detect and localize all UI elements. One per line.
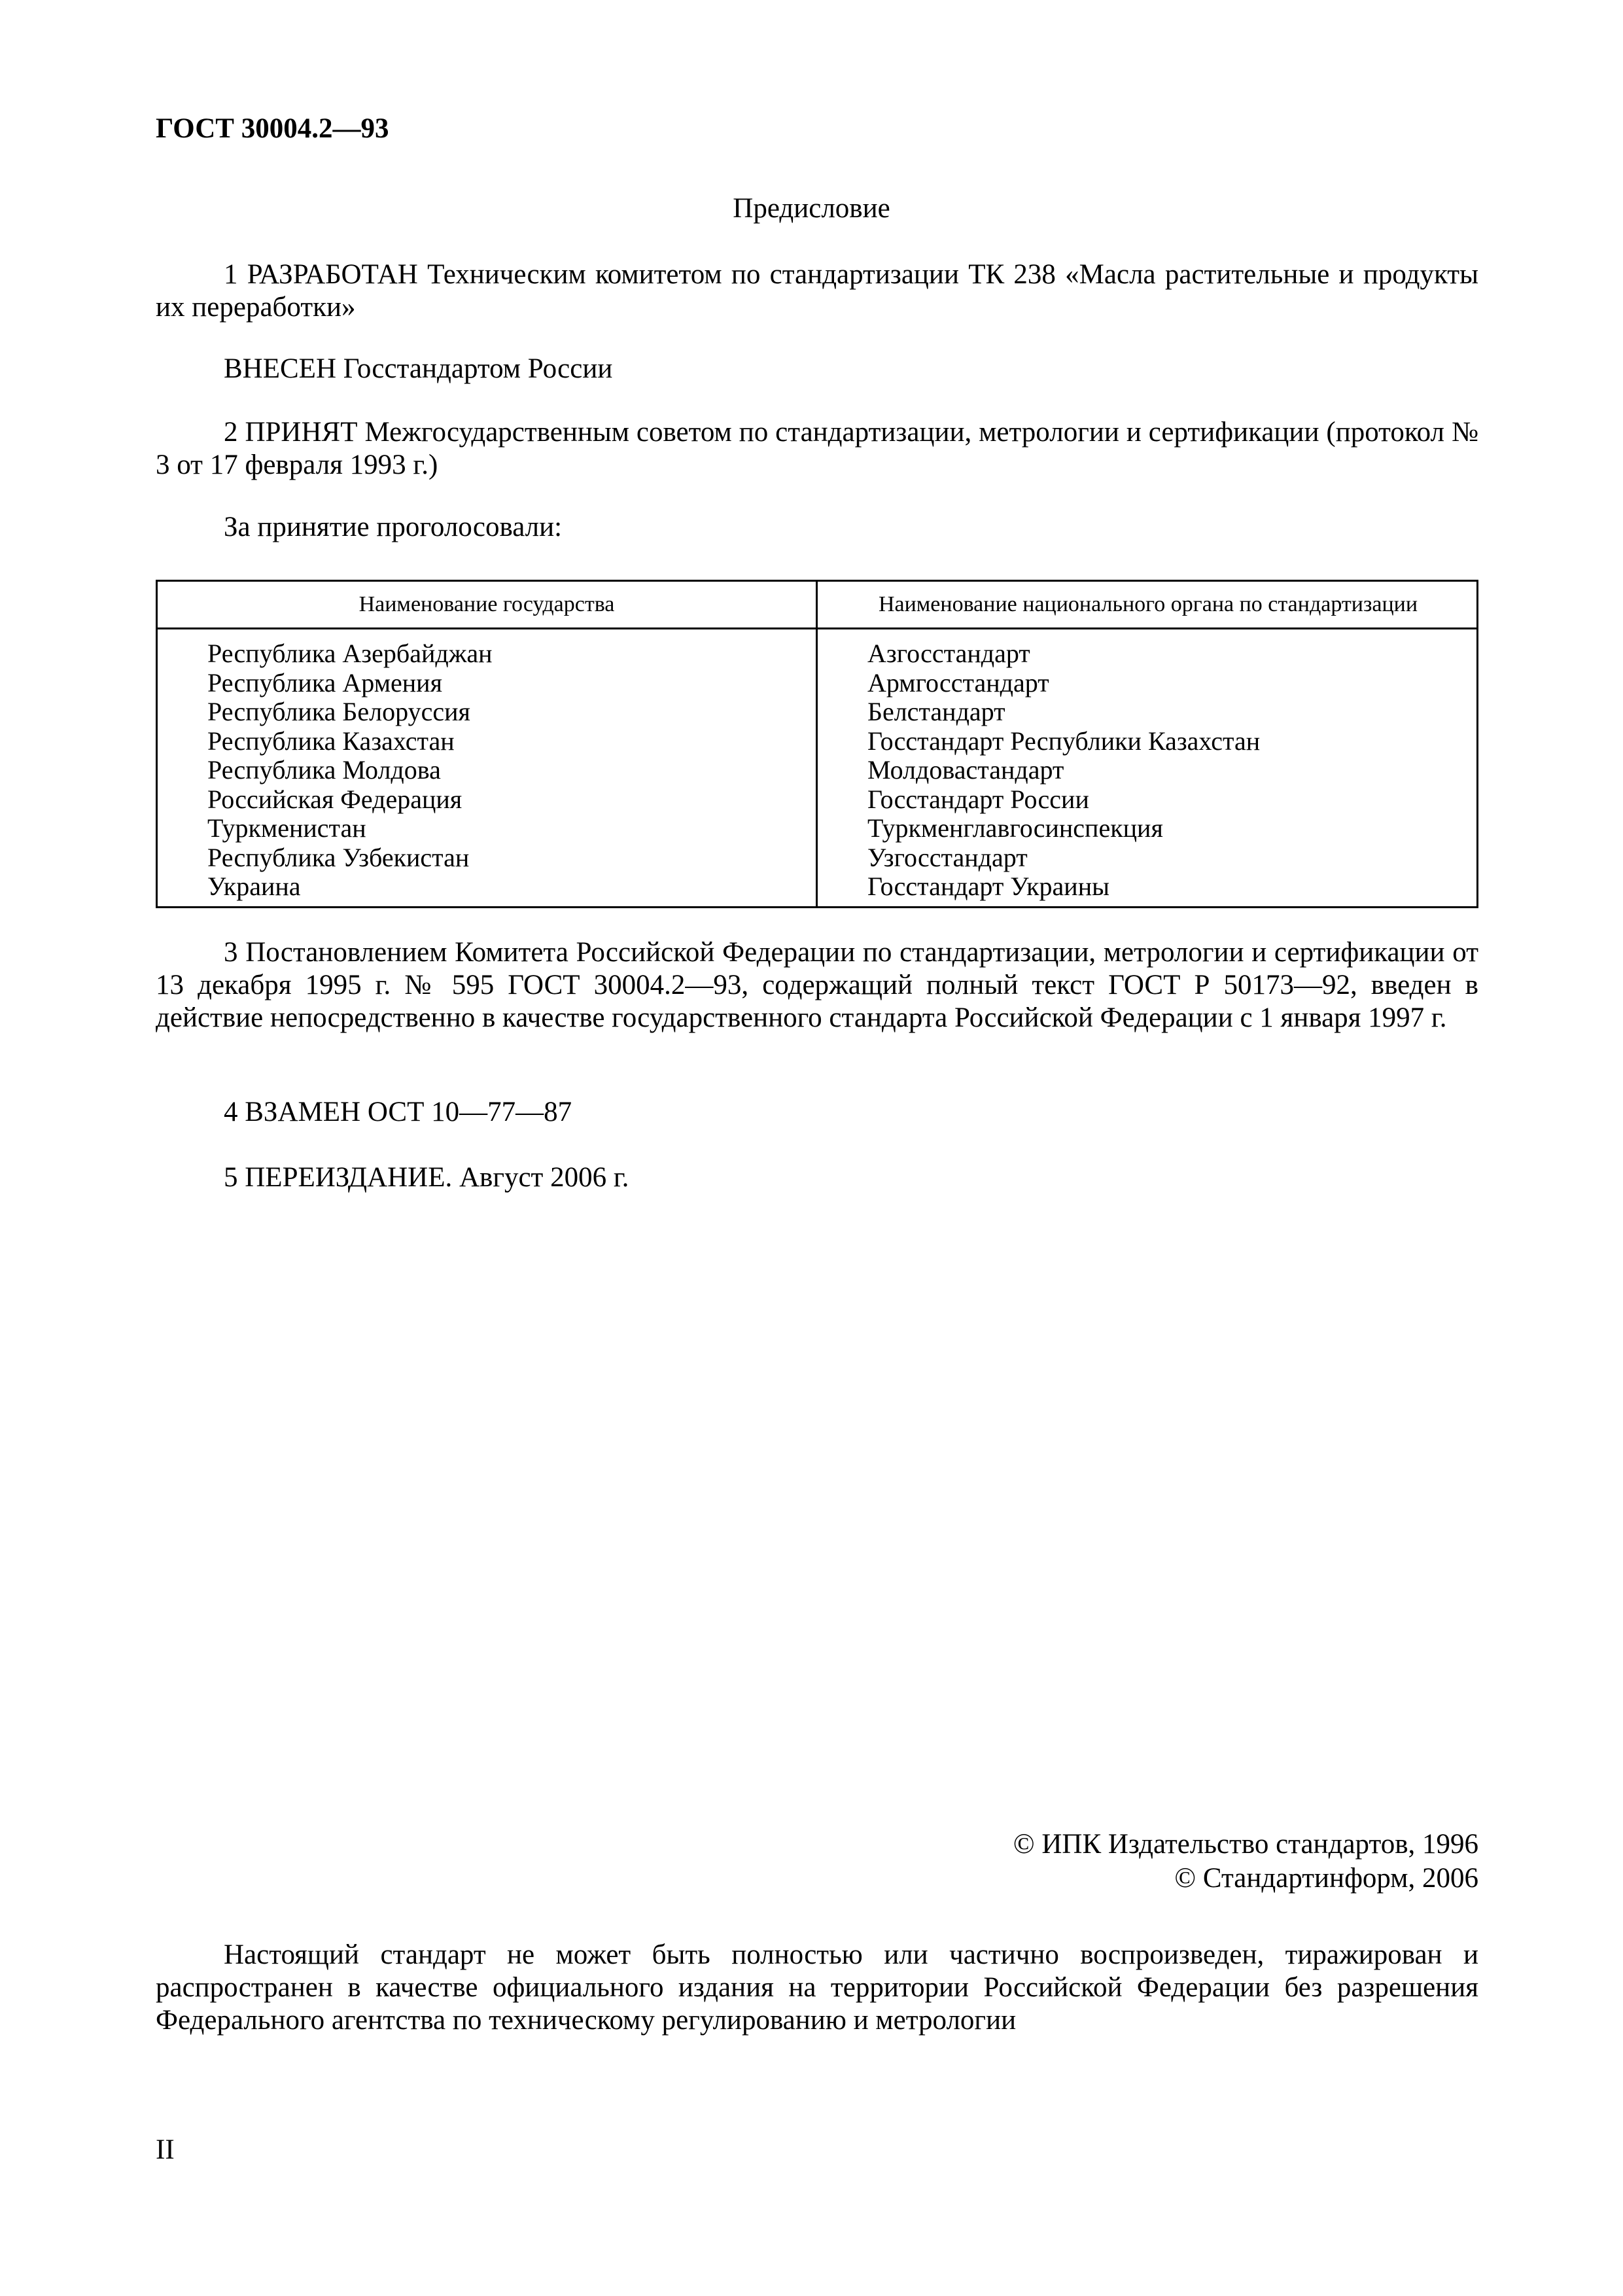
foreword-item-2: 2 ПРИНЯТ Межгосударственным советом по стандартизации, метрологии и сертификации (протокол № 3 от 17 февраля 1993 г.) [156,417,1478,480]
table-header-state: Наименование государства [358,592,615,616]
table-cell-state: Республика Азербайджан [207,639,493,668]
table-cell-body: Туркменглавгосинспекция [867,813,1163,843]
foreword-item-3: 3 Постановлением Комитета Российской Федерации по стандартизации, метрологии и сертификации от 13 декабря 1995 г. № 595 ГОСТ 30004.2—93, содержащий полный текст ГОСТ Р 50173—92, введен в действие непосредственно в качестве государственного стандарта Российской Федерации с 1 января 1997 г. [156,937,1478,1033]
table-header-body: Наименование национального органа по стандартизации [878,592,1418,616]
page-number: II [156,2134,175,2165]
foreword-introduced: ВНЕСЕН Госстандартом России [224,353,613,384]
table-cell-body: Узгосстандарт [867,842,1028,872]
table-cell-body: Госстандарт Украины [867,872,1109,901]
voted-intro: За принятие проголосовали: [224,512,563,542]
foreword-item-5: 5 ПЕРЕИЗДАНИЕ. Август 2006 г. [224,1162,629,1193]
table-column-divider [816,582,818,906]
table-cell-state: Туркменистан [207,813,366,843]
table-cell-body: Молдовастандарт [867,755,1064,785]
copyright-standartinform: © Стандартинформ, 2006 [1174,1863,1478,1894]
foreword-item-4: 4 ВЗАМЕН ОСТ 10—77—87 [224,1097,572,1127]
standards-body-list [867,639,1260,902]
reproduction-notice: Настоящий стандарт не может быть полностью или частично воспроизведен, тиражирован и распространен в качестве официального издания на территории Российской Федерации без разрешения Федерального агентства по техническому регулированию и метрологии [156,1939,1478,2036]
table-header-rule [158,627,1476,629]
copyright-publisher: © ИПК Издательство стандартов, 1996 [1013,1829,1478,1860]
state-list [207,639,493,902]
foreword-item-1: 1 РАЗРАБОТАН Техническим комитетом по стандартизации ТК 238 «Масла растительные и продукты их переработки» [156,259,1478,323]
table-cell-state: Республика Армения [207,667,442,698]
table-cell-state: Российская Федерация [207,784,462,814]
table-cell-body: Белстандарт [867,697,1005,726]
table-cell-state: Республика Белоруссия [207,697,470,726]
table-cell-state: Республика Казахстан [207,726,455,756]
table-cell-state: Республика Молдова [207,755,441,785]
document-code: ГОСТ 30004.2—93 [156,113,389,144]
table-cell-body: Госстандарт России [867,784,1089,814]
table-cell-body: Армгосстандарт [867,667,1049,698]
table-cell-body: Азгосстандарт [867,639,1030,668]
foreword-title: Предисловие [733,193,890,224]
table-cell-body: Госстандарт Республики Казахстан [867,726,1261,756]
table-cell-state: Украина [207,872,301,901]
vote-table [156,580,1478,908]
table-cell-state: Республика Узбекистан [207,842,470,872]
